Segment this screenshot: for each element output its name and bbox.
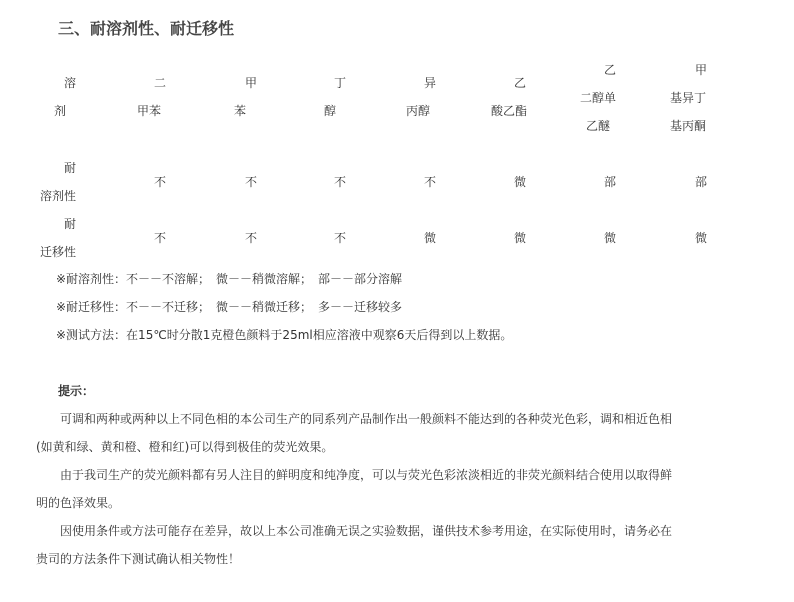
row-label: 迁移性 (39, 245, 76, 259)
table-cell: 不 (244, 175, 257, 189)
note-test-method: ※测试方法：在15℃时分散1克橙色颜料于25ml相应溶液中观察6天后得到以上数据。 (56, 328, 513, 342)
table-cell: 不 (423, 175, 436, 189)
tip-paragraph-line: 因使用条件或方法可能存在差异，故以上本公司准确无误之实验数据，谨供技术参考用途，在实际使用时，请务必在 (48, 524, 673, 538)
column-header: 酸乙酯 (490, 104, 527, 118)
table-cell: 不 (153, 175, 166, 189)
row-label: 耐 (63, 217, 76, 231)
tip-paragraph-line: 由于我司生产的荧光颜料都有另人注目的鲜明度和纯净度，可以与荧光色彩浓淡相近的非荧光颜料结合使用以取得鲜 (48, 468, 673, 482)
column-header: 基异丁 (669, 91, 706, 105)
tip-paragraph-line: 贵司的方法条件下测试确认相关物性！ (36, 552, 241, 566)
tip-paragraph-line: 可调和两种或两种以上不同色相的本公司生产的同系列产品制作出一般颜料不能达到的各种荧光色彩，调和相近色相 (48, 412, 673, 426)
column-header: 苯 (233, 104, 246, 118)
column-header: 甲 (244, 76, 257, 90)
column-header: 乙醚 (585, 119, 610, 133)
note-migration-legend: ※耐迁移性：不－－不迁移； 微－－稍微迁移； 多－－迁移较多 (56, 300, 403, 314)
table-cell: 微 (423, 231, 436, 245)
column-header: 醇 (323, 104, 336, 118)
tip-paragraph-line: 明的色泽效果。 (36, 496, 121, 510)
note-solvent-legend: ※耐溶剂性：不－－不溶解； 微－－稍微溶解； 部－－部分溶解 (56, 272, 403, 286)
column-header: 异 (423, 76, 436, 90)
column-header: 丁 (333, 76, 346, 90)
table-cell: 不 (244, 231, 257, 245)
tip-paragraph-line: (如黄和绿、黄和橙、橙和红)可以得到极佳的荧光效果。 (36, 440, 334, 454)
table-cell: 微 (513, 231, 526, 245)
table-cell: 部 (603, 175, 616, 189)
tips-heading: 提示： (58, 384, 95, 398)
header-label-line1: 溶 (63, 76, 76, 90)
row-label: 耐 (63, 161, 76, 175)
table-cell: 微 (694, 231, 707, 245)
table-cell: 部 (694, 175, 707, 189)
section-title: 三、耐溶剂性、耐迁移性 (58, 19, 235, 38)
column-header: 二醇单 (579, 91, 616, 105)
table-cell: 微 (513, 175, 526, 189)
table-cell: 不 (333, 231, 346, 245)
column-header: 乙 (513, 76, 526, 90)
table-cell: 不 (153, 231, 166, 245)
column-header: 甲苯 (136, 104, 161, 118)
header-label-line2: 剂 (53, 104, 66, 118)
column-header: 基丙酮 (669, 119, 706, 133)
column-header: 甲 (694, 63, 707, 77)
table-cell: 微 (603, 231, 616, 245)
row-label: 溶剂性 (39, 189, 76, 203)
column-header: 丙醇 (405, 104, 430, 118)
table-cell: 不 (333, 175, 346, 189)
column-header: 乙 (603, 63, 616, 77)
column-header: 二 (153, 76, 166, 90)
